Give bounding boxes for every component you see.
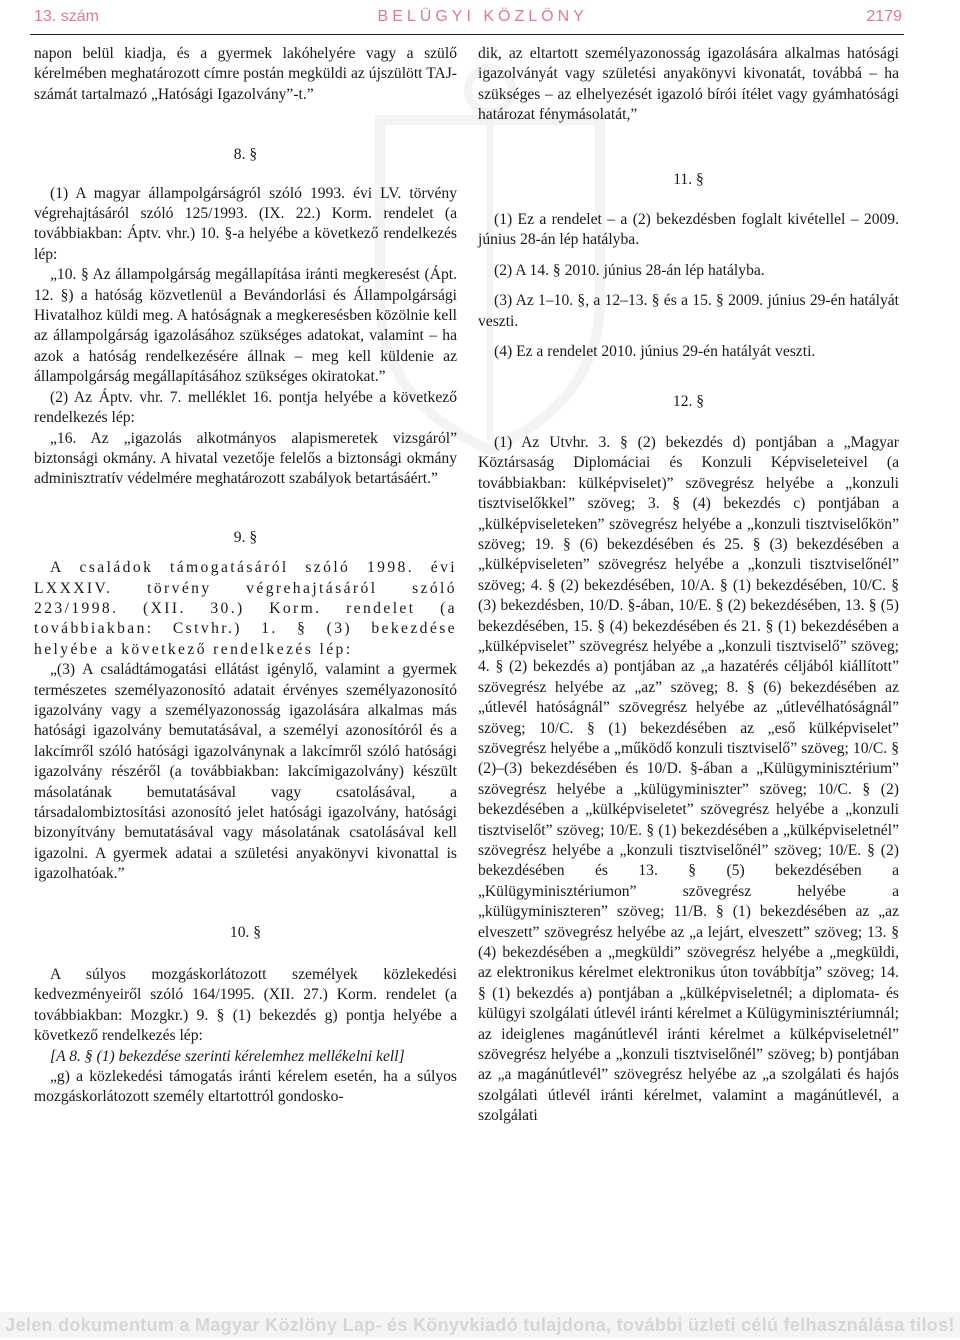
paragraph: „(3) A családtámogatási ellátást igénylő, valamint a gyermek természetes személyazonosító adatait érvényes személyazonosító igazolvány vagy a személyazonosság igazolására alkalmas más hatósági igazolvány bemutatásával, a személyi azonosítóról és a lakcímről szóló hatósági igazolványnak a lakcímről szóló hatósági igazolvány részéről (a továbbiakban: lakcímigazolvány) készült másolatának bemutatásával vagy csatolásával, a társadalombiztosítási azonosító jelet hatósági igazolvány, hatósági bizonyítvány bemutatásával vagy másolatának csatolásával kell igazolni. A gyermek adatai a születési anyakönyvi kivonattal is igazolhatóak.”	[34, 661, 457, 883]
paragraph: (1) Az Utvhr. 3. § (2) bekezdés d) pontjában a „Magyar Köztársaság Diplomáciai és Konzuli Képviseleteivel (a továbbiakban: külképviselet)” szövegrész helyébe a „konzuli tisztviselőkkel” szöveg; 3. § (4) bekezdés c) pontjában a „külképviseleteken” szövegrész helyébe a „konzuli tisztviselőkön” szöveg; 19. § (6) bekezdésében és 25. § (3) bekezdésében a „külképviseleten” szövegrész helyébe a „konzuli tisztviselőnél” szöveg; 4. § (2) bekezdésében, 10/A. § (1) bekezdésében, 10/C. § (3) bekezdésben, 10/D. §-ában, 10/E. § (2) bekezdésében, 13. § (5) bekezdésében, 15. § (4) bekezdésében és 21. § (1) bekezdésében a „külképviselet” szövegrész helyébe a „konzuli tisztviselő” szöveg; 4. § (2) bekezdés a) pontjában az „a hazatérés céljából kiállított” szövegrész helyébe az „az” szöveg; 8. § (6) bekezdésében az „útlevél hatóságnál” szövegrész helyébe az „útlevélhatóságnál” szöveg; 10/C. § (1) bekezdésében az „eső külképviselet” szövegrész helyébe a „működő konzuli tisztviselő” szöveg; 10/C. § (2)–(3) bekezdésében és 10/D. §-ában a „Külügyminisztérium” szövegrész helyébe a „külügyminiszter” szöveg; 10/C. § (2) bekezdésében a „külképviseletet” szövegrész helyébe a „konzuli tisztviselőt” szöveg; 10/E. § (1) bekezdésében a „külképviseletnél” szövegrész helyébe a „konzuli tisztviselőnél” szöveg; 10/E. § (2) bekezdésében és 13. § (5) bekezdésében a „Külügyminisztériumon” szövegrész helyébe a „külügyminiszteren” szöveg; 11/B. § (1) bekezdésében az „az elveszett” szövegrész helyébe az „a lejárt, elveszett” szöveg; 13. § (4) bekezdésében a „megküldi” szövegrész helyébe a „megküldi, az elektronikus kérelmet elektronikus úton továbbítja” szöveg; 14. § (1) bekezdés a) pontjában a „külképviseletnél; a diplomata- és külügyi szolgálati útlevél iránti kérelmet a Külügyminisztériumnál; az ideiglenes magánútlevél iránti kérelmet a külképviseletnél” szövegrész helyébe a „konzuli tisztviselőnél” szöveg; b) pontjában az „a magánútlevél” szövegrész helyébe az „a szolgálati és hajós szolgálati útlevél iránti kérelmet, valamint a magánútlevél, a szolgálati	[478, 433, 899, 1125]
paragraph: „g) a közlekedési támogatás iránti kérelem esetén, ha a súlyos mozgáskorlátozott személy eltartottról gondosko-	[34, 1068, 457, 1106]
paragraph: [A 8. § (1) bekezdése szerinti kérelemhez mellékelni kell]	[50, 1047, 405, 1065]
page-number: 2179	[866, 8, 902, 25]
paragraph: (4) Ez a rendelet 2010. június 29-én hatályát veszti.	[494, 343, 816, 361]
paragraph: (3) Az 1–10. §, a 12–13. § és a 15. § 2009. június 29-én hatályát veszti.	[478, 292, 899, 330]
paragraph: „10. § Az állampolgárság megállapítása iránti megkeresést (Ápt. 12. §) a hatóság közvetlenül a Bevándorlási és Állampolgársági Hivatalhoz küldi meg. A hatóságnak a megkeresésben közölnie kell az állampolgárság igazolásához szükséges adatokat, valamint – ha azok a hatóság rendelkezésére állnak – meg kell küldenie az állampolgárság megállapításához szükséges okiratokat.”	[34, 266, 457, 386]
section-12-title: 12. §	[672, 393, 705, 411]
left-column	[34, 44, 457, 1108]
header-rule	[30, 34, 904, 35]
paragraph: dik, az eltartott személyazonosság igazolására alkalmas hatósági igazolványát vagy születési anyakönyvi kivonatát, továbbá – ha szükséges – az elhelyezését igazoló bírói ítélet vagy gyámhatósági határozat fénymásolatát,”	[478, 45, 899, 124]
section-11-title: 11. §	[673, 170, 704, 188]
page-header	[34, 8, 902, 34]
journal-title: BELÜGYI KÖZLÖNY	[377, 8, 588, 25]
paragraph: A súlyos mozgáskorlátozott személyek közlekedési kedvezményeiről szóló 164/1995. (XII. 27.) Korm. rendelet (a továbbiakban: Mozgkr.) 9. § (1) bekezdés g) pontja helyébe a következő rendelkezés lép:	[34, 966, 457, 1045]
issue-number: 13. szám	[34, 8, 99, 25]
paragraph: napon belül kiadja, és a gyermek lakóhelyére vagy a szülő kérelmében meghatározott címre postán megküldi az újszülött TAJ-számát tartalmazó „Hatósági Igazolvány”-t.”	[34, 45, 457, 103]
paragraph: (2) Az Áptv. vhr. 7. melléklet 16. pontja helyébe a következő rendelkezés lép:	[34, 388, 457, 427]
paragraph: „16. Az „igazolás alkotmányos alapismeretek vizsgáról” biztonsági okmány. A hivatal vezetője felelős a biztonsági okmány adminisztratív védelmére meghatározott szabályok betartásáért.”	[34, 429, 457, 488]
paragraph: A családok támogatásáról szóló 1998. évi LXXXIV. törvény végrehajtásáról szóló 223/1998. (XII. 30.) Korm. rendelet (a továbbiakban: Cstvhr.) 1. § (3) bekezdése helyébe a következő rendelkezés lép:	[34, 559, 457, 658]
copyright-watermark: Jelen dokumentum a Magyar Közlöny Lap- és Könyvkiadó tulajdona, további üzleti célú felhasználása tilos!	[0, 1312, 960, 1338]
right-column	[478, 44, 899, 1127]
section-10-title: 10. §	[229, 923, 262, 941]
section-9-title: 9. §	[233, 528, 258, 546]
section-8-title: 8. §	[233, 146, 258, 164]
paragraph: (2) A 14. § 2010. június 28-án lép hatályba.	[494, 261, 765, 279]
paragraph: (1) A magyar állampolgárságról szóló 1993. évi LV. törvény végrehajtásáról szóló 125/1993. (IX. 22.) Korm. rendelet (a továbbiakban: Áptv. vhr.) 10. §-a helyébe a következő rendelkezés lép:	[34, 184, 457, 263]
paragraph: (1) Ez a rendelet – a (2) bekezdésben foglalt kivétellel – 2009. június 28-án lép hatályba.	[478, 211, 899, 249]
